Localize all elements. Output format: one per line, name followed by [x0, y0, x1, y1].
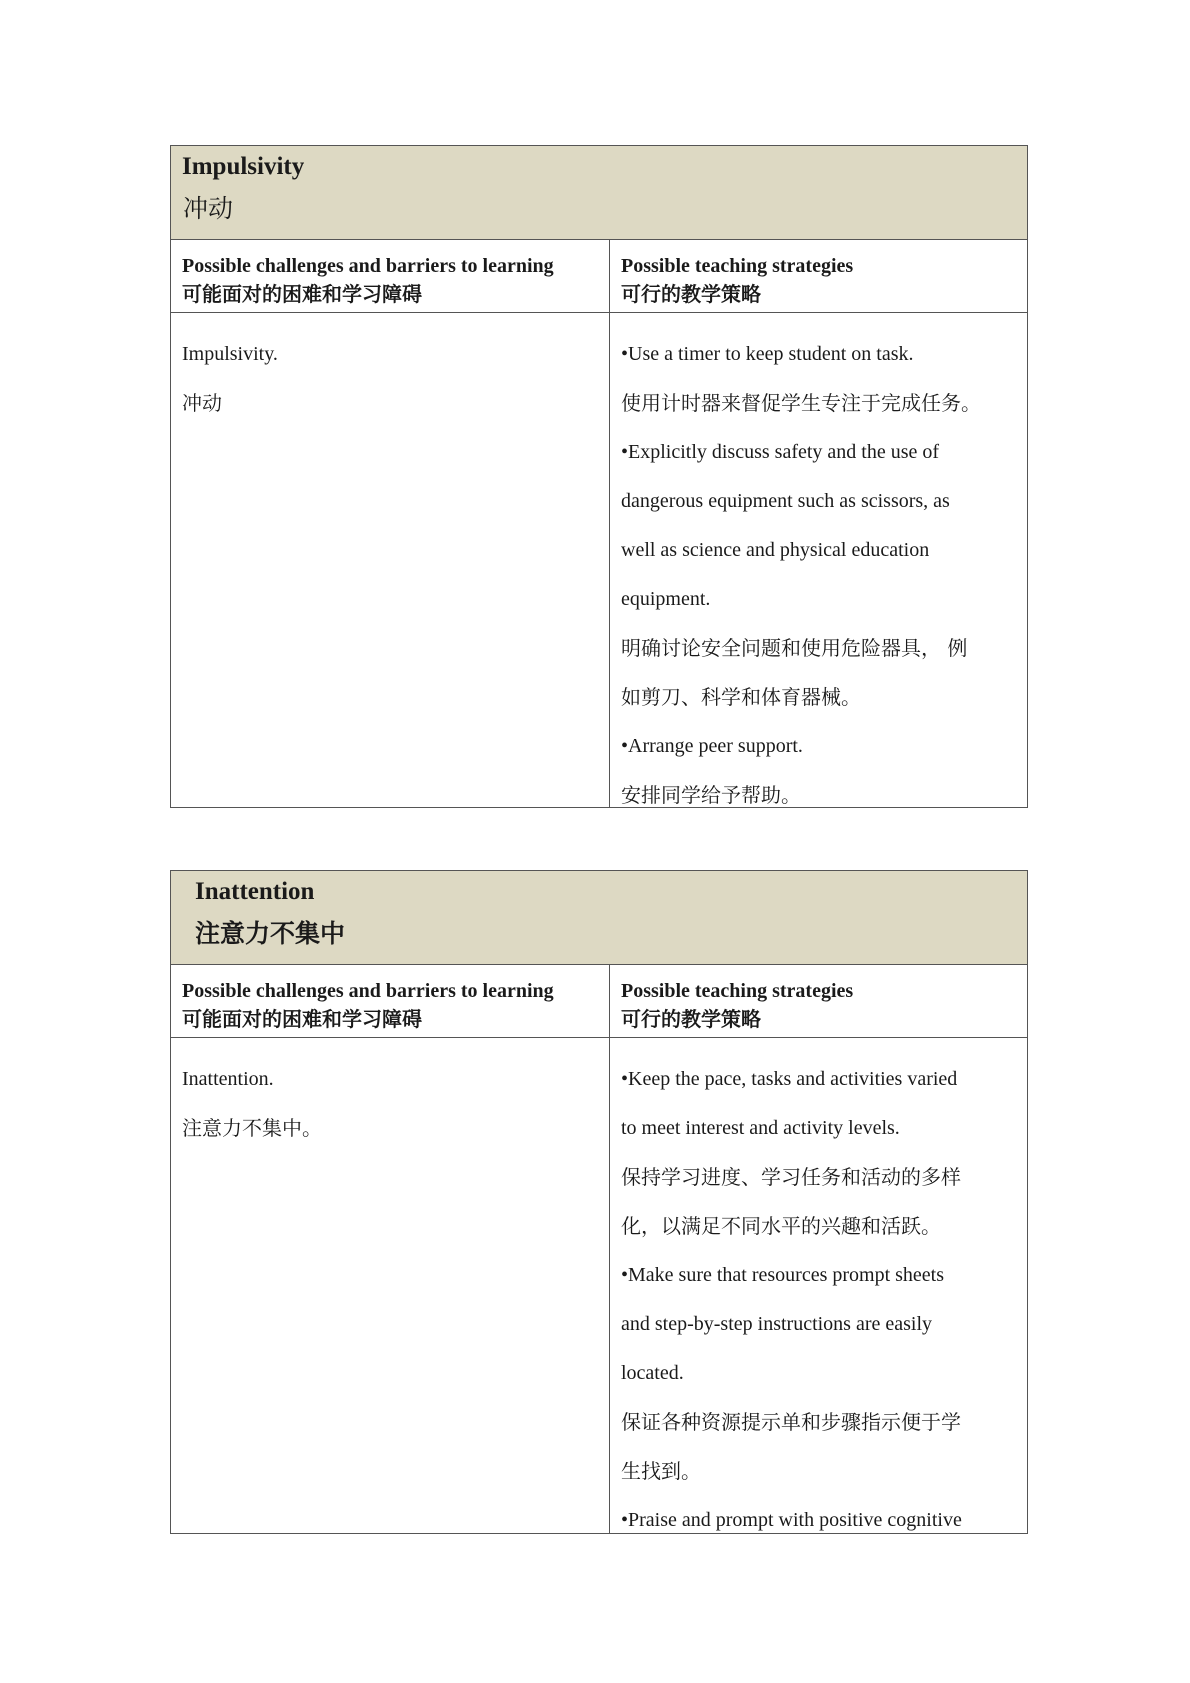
section-title-en: Inattention — [195, 878, 315, 905]
strategy-line: well as science and physical education — [621, 539, 930, 561]
challenges-header-en: Possible challenges and barriers to learning — [182, 980, 554, 1002]
strategies-cell — [610, 313, 1027, 807]
challenges-header-zh: 可能面对的困难和学习障碍 — [182, 1009, 422, 1031]
section-header — [171, 871, 1027, 965]
inattention-table — [170, 870, 1028, 1534]
table-body-row — [171, 1038, 1027, 1533]
challenges-cell — [171, 313, 610, 807]
section-title-zh: 注意力不集中 — [195, 921, 346, 948]
column-header-row — [171, 240, 1027, 313]
strategies-column-header — [610, 240, 1027, 312]
strategy-line: 明确讨论安全问题和使用危险器具， 例 — [621, 636, 968, 660]
strategy-line: 如剪刀、科学和体育器械。 — [621, 685, 861, 709]
strategies-header-zh: 可行的教学策略 — [621, 284, 761, 306]
strategy-line: located. — [621, 1362, 684, 1384]
impulsivity-table — [170, 145, 1028, 808]
strategy-line: 使用计时器来督促学生专注于完成任务。 — [621, 391, 981, 415]
strategies-header-zh: 可行的教学策略 — [621, 1009, 761, 1031]
strategy-line: dangerous equipment such as scissors, as — [621, 490, 950, 512]
strategies-header-en: Possible teaching strategies — [621, 980, 854, 1002]
section-title-zh: 冲动 — [183, 196, 234, 223]
strategy-line: and step-by-step instructions are easily — [621, 1313, 933, 1335]
strategies-header-en: Possible teaching strategies — [621, 255, 854, 277]
strategy-line: •Arrange peer support. — [621, 735, 803, 757]
strategies-column-header — [610, 965, 1027, 1037]
section-title-en: Impulsivity — [182, 153, 305, 180]
strategy-line: •Praise and prompt with positive cognitive — [621, 1509, 962, 1531]
strategies-cell — [610, 1038, 1027, 1533]
strategy-line: 保持学习进度、学习任务和活动的多样 — [621, 1165, 961, 1189]
strategy-line: 安排同学给予帮助。 — [621, 783, 801, 807]
challenges-column-header — [171, 240, 610, 312]
section-header — [171, 146, 1027, 240]
challenge-text-en: Inattention. — [182, 1068, 274, 1090]
strategy-line: equipment. — [621, 588, 711, 610]
challenges-column-header — [171, 965, 610, 1037]
strategy-line: •Use a timer to keep student on task. — [621, 343, 914, 365]
strategy-line: 保证各种资源提示单和步骤指示便于学 — [621, 1410, 961, 1434]
strategy-line: to meet interest and activity levels. — [621, 1117, 900, 1139]
challenge-text-zh: 注意力不集中。 — [182, 1116, 322, 1140]
strategy-line: 生找到。 — [621, 1459, 701, 1483]
strategy-line: •Keep the pace, tasks and activities varied — [621, 1068, 958, 1090]
challenges-header-zh: 可能面对的困难和学习障碍 — [182, 284, 422, 306]
challenges-header-en: Possible challenges and barriers to learning — [182, 255, 554, 277]
challenges-cell — [171, 1038, 610, 1533]
table-body-row — [171, 313, 1027, 807]
challenge-text-en: Impulsivity. — [182, 343, 278, 365]
strategy-line: •Make sure that resources prompt sheets — [621, 1264, 945, 1286]
strategy-line: 化，以满足不同水平的兴趣和活跃。 — [621, 1214, 941, 1238]
strategy-line: •Explicitly discuss safety and the use of — [621, 441, 940, 463]
challenge-text-zh: 冲动 — [182, 391, 222, 415]
column-header-row — [171, 965, 1027, 1038]
